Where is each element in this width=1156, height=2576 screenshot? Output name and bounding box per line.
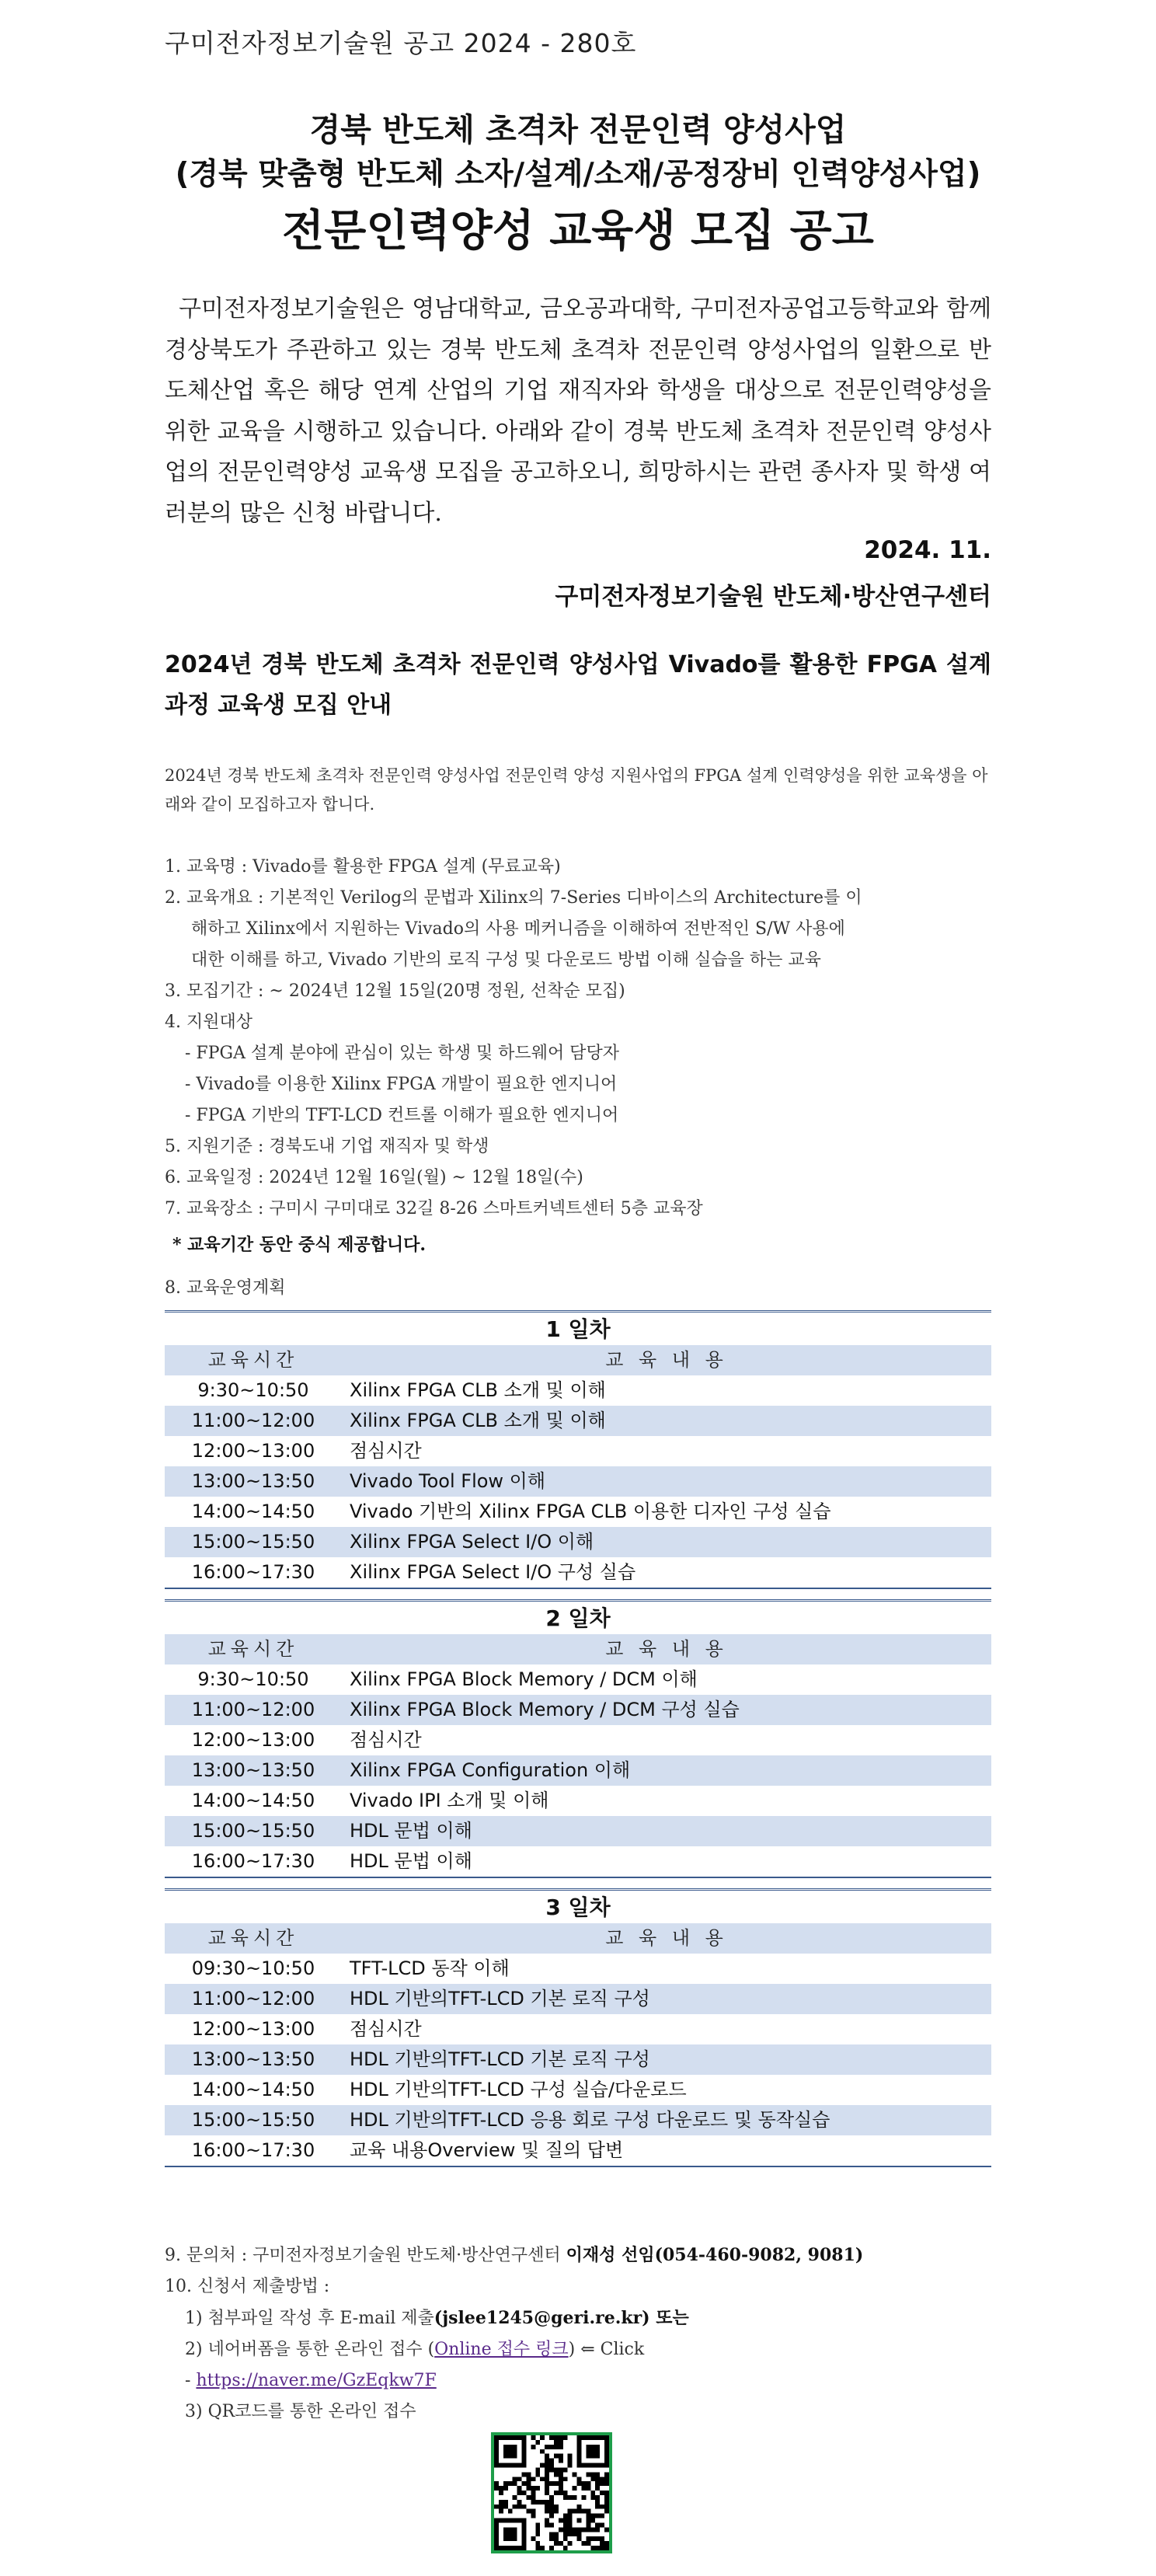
lead-paragraph: 2024년 경북 반도체 초격차 전문인력 양성사업 전문인력 양성 지원사업의 FPGA 설계 인력양성을 위한 교육생을 아래와 같이 모집하고자 합니다. [165,766,988,814]
session-content: Vivado IPI 소개 및 이해 [350,1790,549,1811]
session-content: Xilinx FPGA Select I/O 구성 실습 [350,1561,636,1583]
schedule-day-2 [165,1599,991,1878]
day-title: 1 일차 [165,1310,991,1345]
contact-label: 9. 문의처 : 구미전자정보기술원 반도체·방산연구센터 [165,2246,566,2265]
session-time: 13:00~13:50 [191,2048,315,2070]
header-content: 교 육 내 용 [605,1638,728,1660]
schedule-row [165,1695,991,1725]
contact-section [165,2240,991,2428]
session-content: 점심시간 [350,1440,422,1462]
session-time: 11:00~12:00 [191,1699,315,1720]
session-time: 15:00~15:50 [191,1820,315,1842]
intro-paragraph: 구미전자정보기술원은 영남대학교, 금오공과대학, 구미전자공업고등학교와 함께 경상북도가 주관하고 있는 경북 반도체 초격차 전문인력 양성사업의 일환으로 반도체산업 혹은 해당 연계 산업의 기업 재직자와 학생을 대상으로 전문인력양성을 위한 교육을 시행하고 있습니다. 아래와 같이 경북 반도체 초격차 전문인력 양성사업의 전문인력양성 교육생 모집을 공고하오니, 희망하시는 관련 종사자 및 학생 여러분의 많은 신청 바랍니다. [165,295,991,527]
qr-code[interactable] [491,2432,612,2553]
session-time: 13:00~13:50 [191,1470,315,1492]
schedule-end-rule [165,2166,991,2167]
session-time: 16:00~17:30 [191,1850,315,1872]
item-plan: 8. 교육운영계획 [165,1278,286,1298]
schedule-row [165,1527,991,1557]
item-overview-line-2: 해하고 Xilinx에서 지원하는 Vivado의 사용 메커니즘을 이해하여 전반적인 S/W 사용에 [191,919,845,939]
schedule-end-rule [165,1877,991,1878]
day-title: 3 일차 [165,1888,991,1923]
item-location: 7. 교육장소 : 구미시 구미대로 32길 8-26 스마트커넥트센터 5층 교육장 [165,1199,703,1218]
submission-method-email [165,2302,991,2334]
schedule-day-3 [165,1888,991,2167]
schedule-row [165,1406,991,1436]
session-time: 09:30~10:50 [191,1957,315,1979]
issuing-organization: 구미전자정보기술원 반도체·방산연구센터 [555,583,991,611]
schedule-row [165,1497,991,1527]
session-time: 9:30~10:50 [197,1668,309,1690]
schedule-row [165,1755,991,1786]
session-content: HDL 문법 이해 [350,1850,472,1872]
session-content: HDL 기반의TFT-LCD 기본 로직 구성 [350,1988,650,2010]
session-time: 13:00~13:50 [191,1759,315,1781]
header-content: 교 육 내 용 [605,1927,728,1949]
session-time: 15:00~15:50 [191,2109,315,2131]
session-time: 15:00~15:50 [191,1531,315,1553]
session-content: Xilinx FPGA Block Memory / DCM 구성 실습 [350,1699,740,1720]
session-content: Xilinx FPGA Select I/O 이해 [350,1531,594,1553]
session-content: HDL 기반의TFT-LCD 구성 실습/다운로드 [350,2079,687,2100]
session-time: 12:00~13:00 [191,2018,315,2040]
session-content: HDL 기반의TFT-LCD 응용 회로 구성 다운로드 및 동작실습 [350,2109,830,2131]
schedule-end-rule [165,1588,991,1589]
click-hint: ) ⇐ Click [568,2340,645,2359]
session-content: 점심시간 [350,1729,422,1751]
schedule-day-1 [165,1310,991,1589]
session-content: Xilinx FPGA Configuration 이해 [350,1759,631,1781]
session-time: 16:00~17:30 [191,1561,315,1583]
schedule-row [165,2105,991,2135]
session-content: HDL 문법 이해 [350,1820,472,1842]
session-content: TFT-LCD 동작 이해 [350,1957,510,1979]
schedule-row [165,2135,991,2166]
schedule-row [165,1375,991,1406]
schedule-row [165,2075,991,2105]
naver-form-url[interactable]: https://naver.me/GzEqkw7F [196,2371,437,2390]
session-time: 14:00~14:50 [191,1790,315,1811]
item-target-c: - FPGA 기반의 TFT-LCD 컨트롤 이해가 필요한 엔지니어 [185,1106,619,1125]
notice-number: 구미전자정보기술원 공고 2024 - 280호 [165,28,637,58]
session-content: 교육 내용Overview 및 질의 답변 [350,2139,624,2161]
schedule-row [165,2014,991,2044]
session-time: 11:00~12:00 [191,1988,315,2010]
item-criteria: 5. 지원기준 : 경북도내 기업 재직자 및 학생 [165,1137,489,1156]
schedule-row [165,1557,991,1588]
title-line-2: (경북 맞춤형 반도체 소자/설계/소재/공정장비 인력양성사업) [175,157,981,192]
schedule-row [165,1984,991,2014]
item-target-a: - FPGA 설계 분야에 관심이 있는 학생 및 하드웨어 담당자 [185,1044,619,1063]
schedule-header [165,1634,991,1664]
notice-date: 2024. 11. [864,536,991,564]
schedule-row [165,2044,991,2075]
info-list [165,852,991,1260]
contact-line [165,2240,991,2271]
submission-heading: 10. 신청서 제출방법 : [165,2277,330,2296]
contact-person: 이재성 선임(054-460-9082, 9081) [566,2245,864,2265]
schedule-header [165,1923,991,1954]
submission-method-qr: 3) QR코드를 통한 온라인 접수 [185,2402,416,2421]
item-overview-line-3: 대한 이해를 하고, Vivado 기반의 로직 구성 및 다운로드 방법 이해 실습을 하는 교육 [191,950,821,970]
schedule-header [165,1345,991,1375]
item-target-b: - Vivado를 이용한 Xilinx FPGA 개발이 필요한 엔지니어 [185,1075,618,1094]
recruitment-subtitle: 2024년 경북 반도체 초격차 전문인력 양성사업 Vivado를 활용한 FPGA 설계과정 교육생 모집 안내 [165,651,991,719]
qr-code-pattern [494,2435,609,2550]
header-time: 교육시간 [207,1927,299,1949]
url-dash: - [185,2371,197,2390]
schedule-row [165,1725,991,1755]
email-address: (jslee1245@geri.re.kr) 또는 [434,2308,689,2328]
session-content: HDL 기반의TFT-LCD 기본 로직 구성 [350,2048,650,2070]
session-content: 점심시간 [350,2018,422,2040]
session-time: 11:00~12:00 [191,1410,315,1431]
schedule-row [165,1436,991,1466]
schedule-row [165,1846,991,1877]
schedule-row [165,1466,991,1497]
online-method-label: 2) 네어버폼을 통한 온라인 접수 ( [185,2340,435,2359]
submission-method-online [165,2334,991,2365]
session-content: Xilinx FPGA Block Memory / DCM 이해 [350,1668,698,1690]
email-method-label: 1) 첨부파일 작성 후 E-mail 제출 [185,2309,434,2328]
item-recruit-period: 3. 모집기간 : ~ 2024년 12월 15일(20명 정원, 선착순 모집) [165,981,625,1001]
header-time: 교육시간 [207,1349,299,1371]
schedule-row [165,1816,991,1846]
main-title: 전문인력양성 교육생 모집 공고 [282,206,874,256]
session-time: 9:30~10:50 [197,1379,309,1401]
header-content: 교 육 내 용 [605,1349,728,1371]
title-block [165,107,991,263]
session-content: Xilinx FPGA CLB 소개 및 이해 [350,1379,606,1401]
online-form-link[interactable]: Online 접수 링크 [434,2340,569,2359]
header-time: 교육시간 [207,1638,299,1660]
session-content: Xilinx FPGA CLB 소개 및 이해 [350,1410,606,1431]
session-time: 14:00~14:50 [191,1501,315,1522]
session-time: 14:00~14:50 [191,2079,315,2100]
session-time: 12:00~13:00 [191,1440,315,1462]
item-overview-line-1: 2. 교육개요 : 기본적인 Verilog의 문법과 Xilinx의 7-Series 디바이스의 Architecture를 이 [165,888,862,908]
schedule-row [165,1954,991,1984]
schedule-row [165,1786,991,1816]
online-url-line [165,2365,991,2396]
day-title: 2 일차 [165,1599,991,1634]
session-time: 12:00~13:00 [191,1729,315,1751]
title-line-1: 경북 반도체 초격차 전문인력 양성사업 [309,111,847,148]
item-schedule: 6. 교육일정 : 2024년 12월 16일(월) ~ 12월 18일(수) [165,1168,583,1187]
session-content: Vivado 기반의 Xilinx FPGA CLB 이용한 디자인 구성 실습 [350,1501,831,1522]
item-course-name: 1. 교육명 : Vivado를 활용한 FPGA 설계 (무료교육) [165,857,561,877]
schedule-row [165,1664,991,1695]
session-content: Vivado Tool Flow 이해 [350,1470,546,1492]
item-target: 4. 지원대상 [165,1013,252,1032]
session-time: 16:00~17:30 [191,2139,315,2161]
lunch-note: * 교육기간 동안 중식 제공합니다. [172,1235,427,1255]
